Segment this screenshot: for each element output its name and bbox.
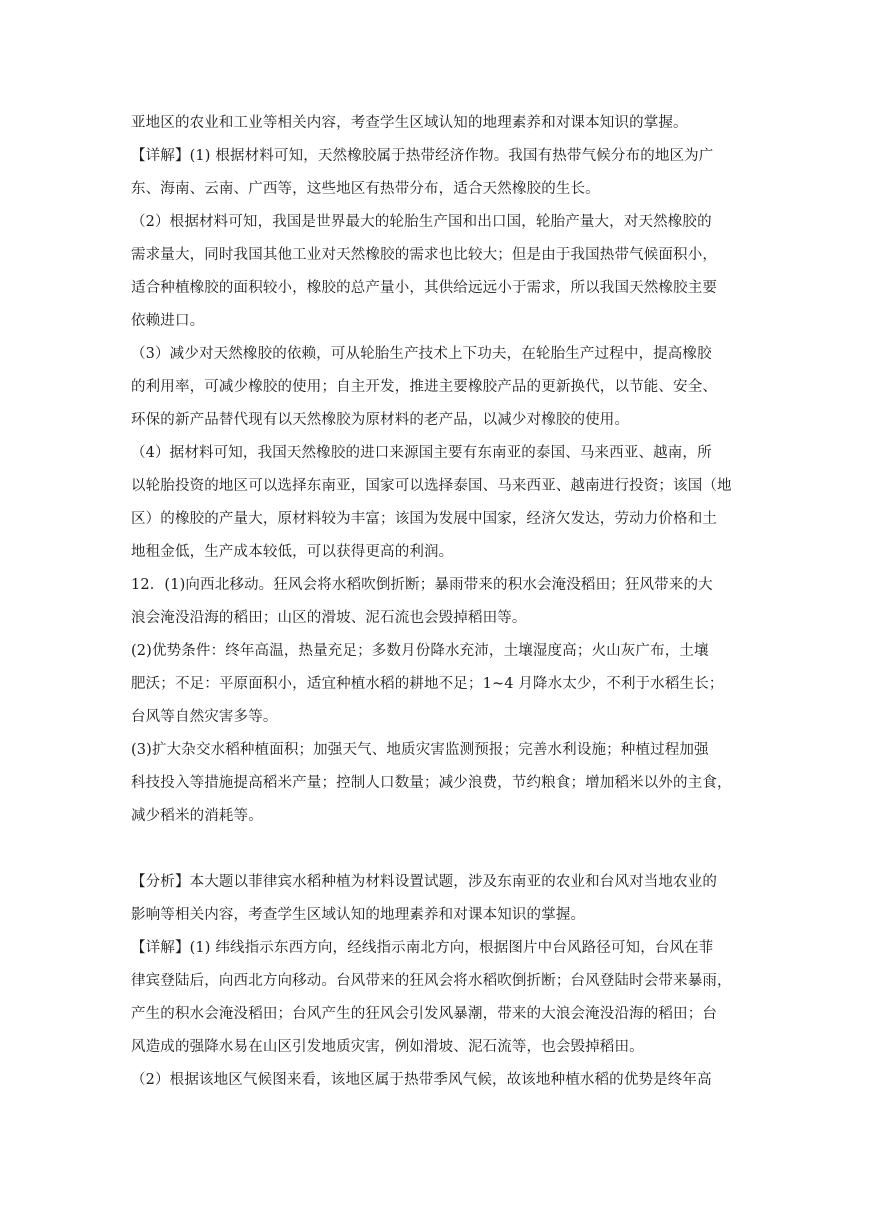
text-line: 的利用率，可减少橡胶的使用；自主开发，推进主要橡胶产品的更新换代，以节能、安全、 xyxy=(131,379,717,395)
text-line: (2)优势条件：终年高温，热量充足；多数月份降水充沛，土壤湿度高；火山灰广布，土壤 xyxy=(131,643,709,659)
text-line: 【详解】(1) 纬线指示东西方向，经线指示南北方向，根据图片中台风路径可知，台风在菲 xyxy=(131,940,714,956)
text-line: 肥沃；不足：平原面积小，适宜种植水稻的耕地不足；1~4 月降水太少，不利于水稻生长； xyxy=(131,676,724,692)
section-gap xyxy=(131,838,741,871)
text-line: 区）的橡胶的产量大，原材料较为丰富；该国为发展中国家，经济欠发达，劳动力价格和土 xyxy=(131,511,717,527)
text-line: （3）减少对天然橡胶的依赖，可从轮胎生产技术上下功夫，在轮胎生产过程中，提高橡胶 xyxy=(131,346,712,362)
text-line: 12．(1)向西北移动。狂风会将水稻吹倒折断；暴雨带来的积水会淹没稻田；狂风带来的大 xyxy=(131,577,713,593)
text-line: 【分析】本大题以菲律宾水稻种植为材料设置试题，涉及东南亚的农业和台风对当地农业的 xyxy=(131,874,717,890)
text-line: 风造成的强降水易在山区引发地质灾害，例如滑坡、泥石流等，也会毁掉稻田。 xyxy=(131,1039,644,1055)
text-line: (3)扩大杂交水稻种植面积；加强天气、地质灾害监测预报；完善水利设施；种植过程加强 xyxy=(131,742,709,758)
text-line: 以轮胎投资的地区可以选择东南亚，国家可以选择泰国、马来西亚、越南进行投资；该国（地 xyxy=(131,478,732,494)
text-line: （4）据材料可知，我国天然橡胶的进口来源国主要有东南亚的泰国、马来西亚、越南，所 xyxy=(131,445,712,461)
text-line: 适合种植橡胶的面积较小，橡胶的总产量小，其供给远远小于需求，所以我国天然橡胶主要 xyxy=(131,280,717,296)
text-line: 浪会淹没沿海的稻田；山区的滑坡、泥石流也会毁掉稻田等。 xyxy=(131,610,527,626)
text-line: 环保的新产品替代现有以天然橡胶为原材料的老产品，以减少对橡胶的使用。 xyxy=(131,412,630,428)
analysis-section xyxy=(131,871,741,1091)
text-line: 科技投入等措施提高稻米产量；控制人口数量；减少浪费，节约粮食；增加稻米以外的主食， xyxy=(131,775,732,791)
text-line: 需求量大，同时我国其他工业对天然橡胶的需求也比较大；但是由于我国热带气候面积小， xyxy=(131,247,717,263)
text-line: 台风等自然灾害多等。 xyxy=(131,709,278,725)
document-page xyxy=(131,112,741,1102)
answer-section-11-12 xyxy=(131,112,741,827)
text-line: 律宾登陆后，向西北方向移动。台风带来的狂风会将水稻吹倒折断；台风登陆时会带来暴雨， xyxy=(131,973,732,989)
text-line: 依赖进口。 xyxy=(131,313,205,329)
text-line: 【详解】(1) 根据材料可知，天然橡胶属于热带经济作物。我国有热带气候分布的地区为广 xyxy=(131,148,714,164)
text-line: （2）根据材料可知，我国是世界最大的轮胎生产国和出口国，轮胎产量大，对天然橡胶的 xyxy=(131,214,712,230)
text-line: 产生的积水会淹没稻田；台风产生的狂风会引发风暴潮，带来的大浪会淹没沿海的稻田；台 xyxy=(131,1006,717,1022)
text-line: 东、海南、云南、广西等，这些地区有热带分布，适合天然橡胶的生长。 xyxy=(131,181,600,197)
text-line: （2）根据该地区气候图来看，该地区属于热带季风气候，故该地种植水稻的优势是终年高 xyxy=(131,1072,712,1088)
text-line: 影响等相关内容，考查学生区域认知的地理素养和对课本知识的掌握。 xyxy=(131,907,586,923)
text-line: 亚地区的农业和工业等相关内容，考查学生区域认知的地理素养和对课本知识的掌握。 xyxy=(131,115,688,131)
text-line: 减少稻米的消耗等。 xyxy=(131,808,263,824)
text-line: 地租金低，生产成本较低，可以获得更高的利润。 xyxy=(131,544,454,560)
